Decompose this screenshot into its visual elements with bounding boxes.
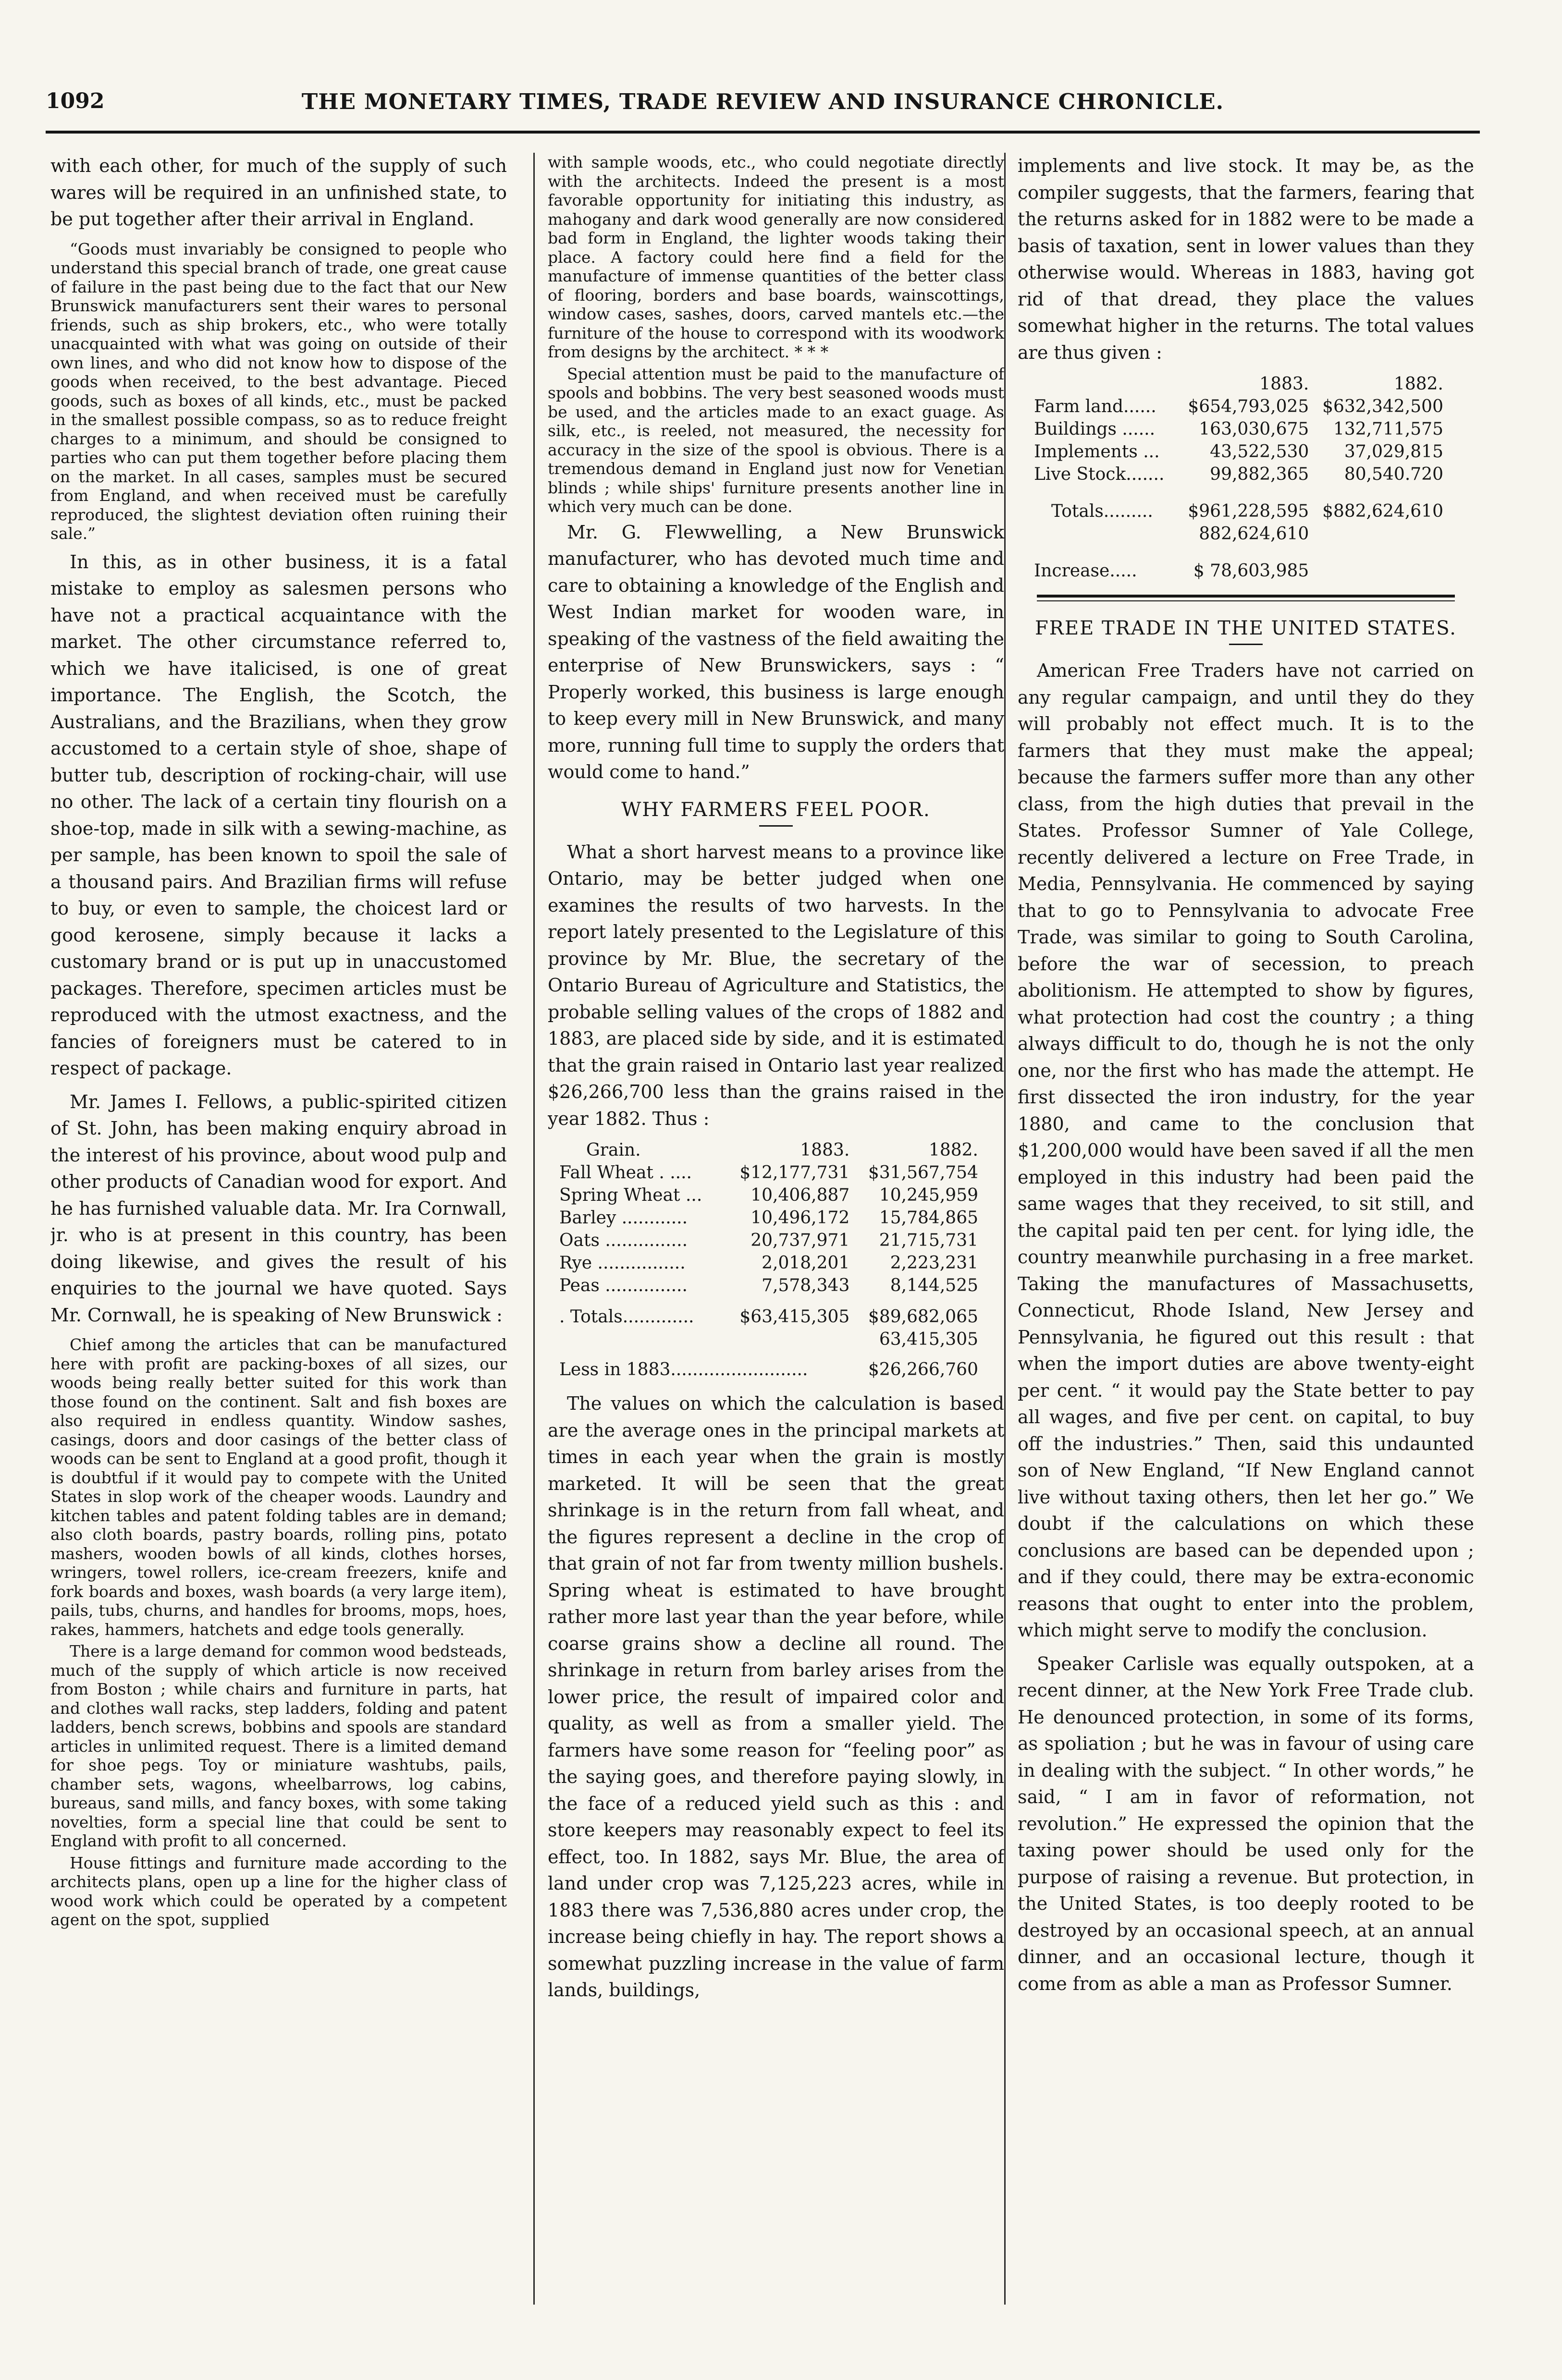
table-cell: 99,882,365 [1210,464,1309,484]
paragraph: Mr. G. Flewwelling, a New Brunswick manufacturer, who has devoted much time and care to obtaining a knowledge of the English and West Indian market for wooden ware, in speaking of the vastness of the field awaiting the enterprise of New Brunswickers, says : “ Properly worked, this business is large enough to keep every mill in New Brunswick, and many more, running full time to supply the orders that would come to hand.” [548,521,1004,782]
masthead-title: THE MONETARY TIMES, TRADE REVIEW AND INSURANCE CHRONICLE. [301,89,1224,114]
table-cell: 37,029,815 [1344,442,1443,462]
excerpt-paragraph: House fittings and furniture made according to the architects plans, open up a line for the higher class of wood work which could be operated by a competent agent on the spot, supplied [50,1853,507,1929]
table-cell: Peas ............... [559,1276,688,1295]
increase-row [1032,545,1445,582]
grain-values-table [557,1139,980,1381]
excerpt-paragraph: Special attention must be paid to the manufacture of spools and bobbins. The very best seasoned woods must be used, and the articles made to an exact guage. As silk, etc., is reeled, not measured, the necessity for accuracy in the size of the spool is obvious. There is a tremendous demand in England just now for Venetian blinds ; while ships' furniture presents another line in which very much can be done. [548,364,1004,516]
table-header-row [557,1139,980,1161]
table-cell: $632,342,500 [1322,397,1443,416]
paragraph: implements and live stock. It may be, as the compiler suggests, that the farmers, fearing that the returns asked for in 1882 were to be made a basis of taxation, sent in lower values than they otherwise would. Whereas in 1883, having got rid of that dread, they place the values somewhat higher in the returns. The total values are thus given : [1018,155,1474,363]
table-cell: 10,496,172 [750,1208,850,1228]
table-cell: 20,737,971 [750,1231,850,1250]
table-cell: Rye ................ [559,1253,686,1273]
table-header-cell: 1883. [800,1140,850,1160]
totals-row [557,1297,980,1328]
table-header-cell [1032,373,1177,395]
table-row [557,1229,980,1252]
table-cell: Farm land...... [1034,397,1156,416]
table-cell: . Totals............. [559,1307,694,1327]
table-cell: 132,711,575 [1333,419,1443,439]
table-cell: $63,415,305 [739,1307,850,1327]
column-divider [1004,153,1006,2305]
paragraph: Speaker Carlisle was equally outspoken, at a recent dinner, at the New York Free Trade club. He denounced protection, in some of its forms, as spoliation ; but he was in favour of using care in dealing with the subject. “ In other words,” he said, “ I am in favor of reformation, not revolution.” He expressed the opinion that the taxing power should be used only for the purpose of raising a revenue. But protection, in the United States, is too deeply rooted to be destroyed by an occasional speech, at an annual dinner, and an occasional lecture, though it come from as able a man as Professor Sumner. [1018,1653,1474,1994]
table-cell: Increase..... [1034,561,1137,581]
page-number: 1092 [46,89,105,113]
paragraph: The values on which the calculation is based are the average ones in the principal markets at times in each year when the grain is mostly marketed. It will be seen that the great shrinkage is in the return from fall wheat, and the figures represent a decline in the crop of that grain of not far from twenty million bushels. Spring wheat is estimated to have brought rather more last year than the year before, while coarse grains show a decline all round. The shrinkage in return from barley arises from the lower price, the result of impaired color and quality, as well as from a smaller yield. The farmers have some reason for “feeling poor” as the saying goes, and therefore paying slowly, in the face of a reduced yield such as this : and store keepers may reasonably expect to feel its effect, too. In 1882, says Mr. Blue, the area of land under crop was 7,125,223 acres, while in 1883 there was 7,536,880 acres under crop, the increase being chiefly in hay. The report shows a somewhat puzzling increase in the value of farm lands, buildings, [548,1393,1004,2001]
column-2 [548,153,1004,2011]
table-cell: $26,266,760 [868,1360,978,1379]
table-cell: Fall Wheat . .... [559,1163,692,1183]
table-header-cell: 1882. [1393,374,1443,394]
heading-dash [759,825,793,827]
table-header-cell: 1882. [928,1140,978,1160]
table-cell: 2,223,231 [890,1253,978,1273]
column-1 [50,153,507,1932]
table-cell: $654,793,025 [1188,397,1309,416]
table-cell: $31,567,754 [868,1163,978,1183]
table-cell: 10,406,887 [750,1185,850,1205]
table-row [557,1161,980,1184]
table-cell: $12,177,731 [739,1163,850,1183]
table-cell: 7,578,343 [762,1276,850,1295]
less-row [557,1351,980,1381]
table-cell: 8,144,525 [890,1276,978,1295]
quoted-paragraph: “Goods must invariably be consigned to people who understand this special branch of trade, one great cause of failure in the past being due to the fact that our New Brunswick manufacturers sent their wares to personal friends, such as ship brokers, etc., who were totally unacquainted with what was going on outside of their own lines, and who did not know how to dispose of the goods when received, to the best advantage. Pieced goods, such as boxes of all kinds, etc., must be packed in the smallest possible compass, so as to reduce freight charges to a minimum, and should be consigned to parties who can put them together before placing them on the market. In all cases, samples must be secured from England, and when received must be carefully reproduced, the slightest deviation often ruining their sale.” [50,239,507,543]
table-header-cell: Grain. [586,1140,641,1160]
table-cell: Spring Wheat ... [559,1185,702,1205]
table-cell: 2,018,201 [762,1253,850,1273]
table-header-cell: 1883. [1259,374,1309,394]
article-heading: WHY FARMERS FEEL POOR. [621,798,931,821]
heading-dash [1229,644,1263,645]
table-row [1032,418,1445,440]
table-cell: $ 78,603,985 [1193,561,1309,581]
excerpt-paragraph: with sample woods, etc., who could negotiate directly with the architects. Indeed the present is a most favorable opportunity for initiating this industry, as mahogany and dark wood generally are now considered bad form in England, the lighter woods taking their place. A factory could here find a field for the manufacture of immense quantities of the better class of flooring, borders and base boards, wainscottings, window cases, sashes, doors, carved mantels etc.—the furniture of the house to correspond with its woodwork from designs by the architect. * * * [548,153,1004,361]
table-cell: Barley ............ [559,1208,688,1228]
column-3 [1018,153,1474,2004]
totals-row [1032,486,1445,523]
table-row [557,1207,980,1229]
paragraph: with each other, for much of the supply of such wares will be required in an unfinished state, to be put together after their arrival in England. [50,155,507,230]
paragraph: Mr. James I. Fellows, a public-spirited citizen of St. John, has been making enquiry abroad in the interest of his province, about wood pulp and other products of Canadian wood for export. And he has furnished valuable data. Mr. Ira Cornwall, jr. who is at present in this country, has been doing likewise, and gives the result of his enquiries to the journal we have quoted. Says Mr. Cornwall, he is speaking of New Brunswick : [50,1091,507,1326]
section-rule [1037,595,1455,598]
table-cell: 80,540.720 [1344,464,1443,484]
table-row [1032,395,1445,418]
page-header [46,84,1480,122]
table-cell: 163,030,675 [1199,419,1309,439]
table-row [1032,523,1445,545]
table-cell: 43,522,530 [1210,442,1309,462]
table-cell: 21,715,731 [879,1231,978,1250]
table-row [557,1184,980,1207]
table-cell: 882,624,610 [1199,524,1309,544]
excerpt-paragraph: There is a large demand for common wood bedsteads, much of the supply of which article is now received from Boston ; while chairs and furniture in parts, hat and clothes wall racks, step ladders, folding and patent ladders, bench screws, bobbins and spools are standard articles in unlimited request. There is a limited demand for shoe pegs. Toy or miniature washtubs, pails, chamber sets, wagons, wheelbarrows, log cabins, bureaus, sand mills, and fancy boxes, with some taking novelties, form a special line that could be sent to England with profit to all concerned. [50,1642,507,1850]
column-divider [533,153,535,2305]
section-rule [1037,600,1455,601]
table-cell: Implements ... [1034,442,1160,462]
farm-values-table [1032,373,1445,582]
paragraph: In this, as in other business, it is a fatal mistake to employ as salesmen persons who have not a practical acquaintance with the market. The other circumstance referred to, which we have italicised, is one of great importance. The English, the Scotch, the Australians, and the Brazilians, when they grow accustomed to a certain style of shoe, shape of butter tub, description of rocking-chair, will use no other. The lack of a certain tiny flourish on a shoe-top, made in silk with a sewing-machine, as per sample, has been known to spoil the sale of a thousand pairs. And Brazilian firms will refuse to buy, or even to sample, the choicest lard or good kerosene, simply because it lacks a customary brand or is put up in unaccustomed packages. Therefore, specimen articles must be reproduced with the utmost exactness, and the fancies of foreigners must be catered to in respect of package. [50,551,507,1079]
paragraph: What a short harvest means to a province like Ontario, may be better judged when one examines the results of two harvests. In the report lately presented to the Legislature of this province by Mr. Blue, the secretary of the Ontario Bureau of Agriculture and Statistics, the probable selling values of the crops of 1882 and 1883, are placed side by side, and it is estimated that the grain raised in Ontario last year realized $26,266,700 less than the grains raised in the year 1882. Thus : [548,841,1004,1129]
table-cell: 10,245,959 [879,1185,978,1205]
table-cell: Buildings ...... [1034,419,1156,439]
header-rule [46,131,1480,134]
table-cell: $882,624,610 [1322,501,1443,521]
table-cell: Less in 1883......................... [559,1360,808,1379]
table-row [1032,463,1445,486]
table-row [557,1274,980,1297]
table-cell: 15,784,865 [879,1208,978,1228]
table-cell: 63,415,305 [879,1330,978,1349]
table-cell: Totals......... [1051,501,1153,521]
table-row [557,1328,980,1351]
table-row [1032,440,1445,463]
table-header-row [1032,373,1445,395]
article-heading: FREE TRADE IN THE UNITED STATES. [1035,617,1457,639]
paragraph: American Free Traders have not carried on any regular campaign, and until they do they will probably not effect much. It is to the farmers that they must make the appeal; because the farmers suffer more than any other class, from the high duties that prevail in the States. Professor Sumner of Yale College, recently delivered a lecture on Free Trade, in Media, Pennsylvania. He commenced by saying that to go to Pennsylvania to advocate Free Trade, was similar to going to South Carolina, before the war of secession, to preach abolitionism. He attempted to show by figures, what protection had cost the country ; a thing always difficult to do, though he is not the only one, nor the first who has made the attempt. He first dissected the iron industry, for the year 1880, and came to the conclusion that $1,200,000 would have been saved if all the men employed in this industry had been paid the same wages that they received, to sit still, and the capital paid ten per cent. for lying idle, the country meanwhile purchasing in a free market. Taking the manufactures of Massachusetts, Connecticut, Rhode Island, New Jersey and Pennsylvania, he figured out this result : that when the import duties are above twenty-eight per cent. “ it would pay the State better to pay all wages, and five per cent. on capital, to buy off the industries.” Then, said this undaunted son of New England, “If New England cannot live without taxing others, then let her go.” We doubt if the calculations on which these conclusions are based can be depended upon ; and if they could, there may be extra-economic reasons that ought to enter into the problem, which might serve to modify the conclusion. [1018,660,1474,1641]
table-cell: $961,228,595 [1188,501,1309,521]
table-cell: Oats ............... [559,1231,688,1250]
table-cell: Live Stock....... [1034,464,1165,484]
excerpt-paragraph: Chief among the articles that can be manufactured here with profit are packing-boxes of all sizes, our woods being really better suited for this work than those found on the continent. Salt and fish boxes are also required in endless quantity. Window sashes, casings, doors and door casings of the better class of woods can be sent to England at a good profit, though it is doubtful if it would pay to compete with the United States in slop work of the cheaper woods. Laundry and kitchen tables and patent folding tables are in demand; also cloth boards, pastry boards, rolling pins, potato mashers, wooden bowls of all kinds, clothes horses, wringers, towel rollers, ice-cream freezers, knife and fork boards and boxes, wash boards (a very large item), pails, tubs, churns, and handles for brooms, mops, hoes, rakes, hammers, hatchets and edge tools generally. [50,1335,507,1639]
table-row [557,1252,980,1274]
table-cell: $89,682,065 [868,1307,978,1327]
